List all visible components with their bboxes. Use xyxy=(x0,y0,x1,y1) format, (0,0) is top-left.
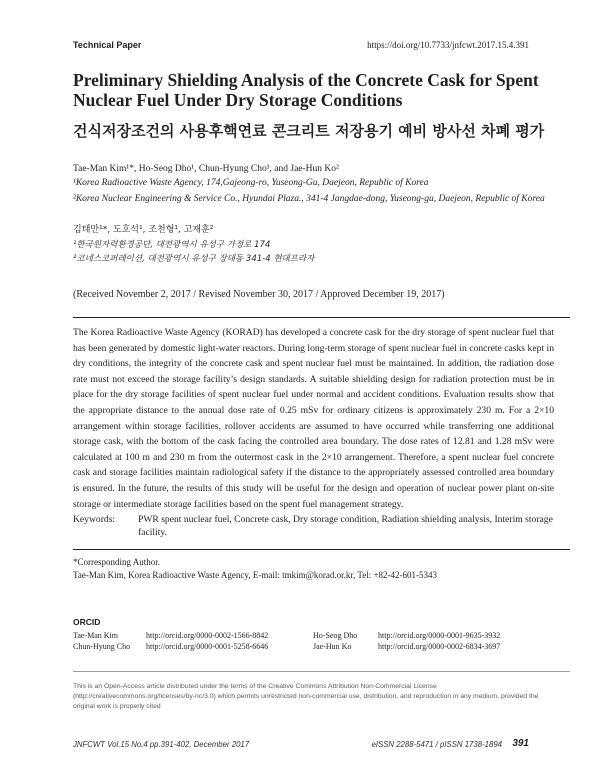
orcid-name: Ho-Seog Dho xyxy=(313,631,358,640)
orcid-link[interactable]: http://orcid.org/0000-0001-9635-3932 xyxy=(378,631,501,640)
doi-link[interactable]: https://doi.org/10.7733/jnfcwt.2017.15.4.391 xyxy=(367,40,529,50)
orcid-name: Chun-Hyung Cho xyxy=(73,642,131,651)
received-dates: (Received November 2, 2017 / Revised November 30, 2017 / Approved December 19, 2017) xyxy=(73,289,445,300)
korean-affiliation-2: ²코네스코퍼레이션, 대전광역시 유성구 장대동 341-4 현대프라자 xyxy=(73,254,315,264)
page-footer xyxy=(73,738,529,752)
page-header xyxy=(73,40,529,52)
korean-title: 건식저장조건의 사용후핵연료 콘크리트 저장용기 예비 방사선 차폐 평가 xyxy=(73,122,545,140)
affiliation-1: ¹Korea Radioactive Waste Agency, 174,Gajeong-ro, Yuseong-Gu, Daejeon, Republic of Korea xyxy=(73,178,429,188)
keywords-label: Keywords: xyxy=(73,514,116,525)
page-number: 391 xyxy=(512,738,529,749)
orcid-link[interactable]: http://orcid.org/0000-0002-6834-3697 xyxy=(378,642,501,651)
korean-affiliation-1: ¹한국원자력환경공단, 대전광역시 유성구 가정로 174 xyxy=(73,240,271,250)
divider xyxy=(73,317,570,318)
orcid-link[interactable]: http://orcid.org/0000-0002-1566-8842 xyxy=(146,631,269,640)
orcid-name: Tae-Man Kim xyxy=(73,631,118,640)
divider xyxy=(73,549,570,550)
journal-reference: JNFCWT Vol.15 No.4 pp.391-402, December 2017 xyxy=(73,740,250,749)
orcid-row xyxy=(73,642,543,654)
orcid-link[interactable]: http://orcid.org/0000-0001-5258-6646 xyxy=(146,642,269,651)
keywords-text: PWR spent nuclear fuel, Concrete cask, Dry storage condition, Radiation shielding analysis, Interim storage facility. xyxy=(138,514,553,538)
corresponding-author-label: *Corresponding Author. xyxy=(73,557,160,567)
author-list: Tae-Man Kim¹*, Ho-Seog Dho¹, Chun-Hyung Cho¹, and Jae-Hun Ko² xyxy=(73,164,339,174)
affiliation-2: ²Korea Nuclear Engineering & Service Co., Hyundai Plaza., 341-4 Jangdae-dong, Yuseong-gu, Daejeon, Republic of Korea xyxy=(73,194,545,204)
keywords-block xyxy=(73,514,553,539)
license-notice: This is an Open-Access article distributed under the terms of the Creative Commons Attribution Non-Commercial License (http://creativecommons.org/licenses/by-nc/3.0) which permits unrestricted non-commercial use, distribution, and reproduction in any medium, provided the original work is properly cited xyxy=(73,683,539,710)
article-type-label: Technical Paper xyxy=(73,40,142,50)
korean-author-list: 김태만¹*, 도호석¹, 조천형¹, 고재훈² xyxy=(73,225,214,235)
orcid-heading: ORCID xyxy=(73,617,101,627)
abstract: The Korea Radioactive Waste Agency (KORAD) has developed a concrete cask for the dry storage of spent nuclear fuel that has been generated by domestic light-water reactors. During long-term storage of spent nuclear fuel in concrete casks kept in dry conditions, the integrity of the concrete cask and spent nuclear fuel must be maintained. In addition, the radiation dose rate must not exceed the storage facility’s design standards. A suitable shielding design for radiation protection must be in place for the dry storage facilities of spent nuclear fuel under normal and accident conditions. Evaluation results show that the appropriate distance to the annual dose rate of 0.25 mSv for ordinary citizens is approximately 230 m. For a 2×10 arrangement within storage facilities, rollover accidents are assumed to have occurred while transferring one additional storage cask, with the bottom of the cask facing the controlled area boundary. The dose rates of 12.81 and 1.28 mSv were calculated at 100 m and 230 m from the outermost cask in the 2×10 arrangement. Therefore, a spent nuclear fuel concrete cask and storage facilities maintain radiological safety if the distance to the appropriately assessed controlled area boundary is ensured. In the future, the results of this study will be useful for the design and operation of nuclear power plant on-site storage or intermediate storage facilities based on the spent fuel management strategy. xyxy=(73,327,554,510)
issn: eISSN 2288-5471 / pISSN 1738-1894 xyxy=(371,740,502,749)
paper-title: Preliminary Shielding Analysis of the Concrete Cask for Spent Nuclear Fuel Under Dry Storage Conditions xyxy=(73,70,539,110)
orcid-name: Jae-Hun Ko xyxy=(313,642,352,651)
corresponding-author-detail: Tae-Man Kim, Korea Radioactive Waste Agency, E-mail: tmkim@korad.or.kr, Tel: +82-42-601-5343 xyxy=(73,570,438,580)
divider xyxy=(73,671,570,672)
